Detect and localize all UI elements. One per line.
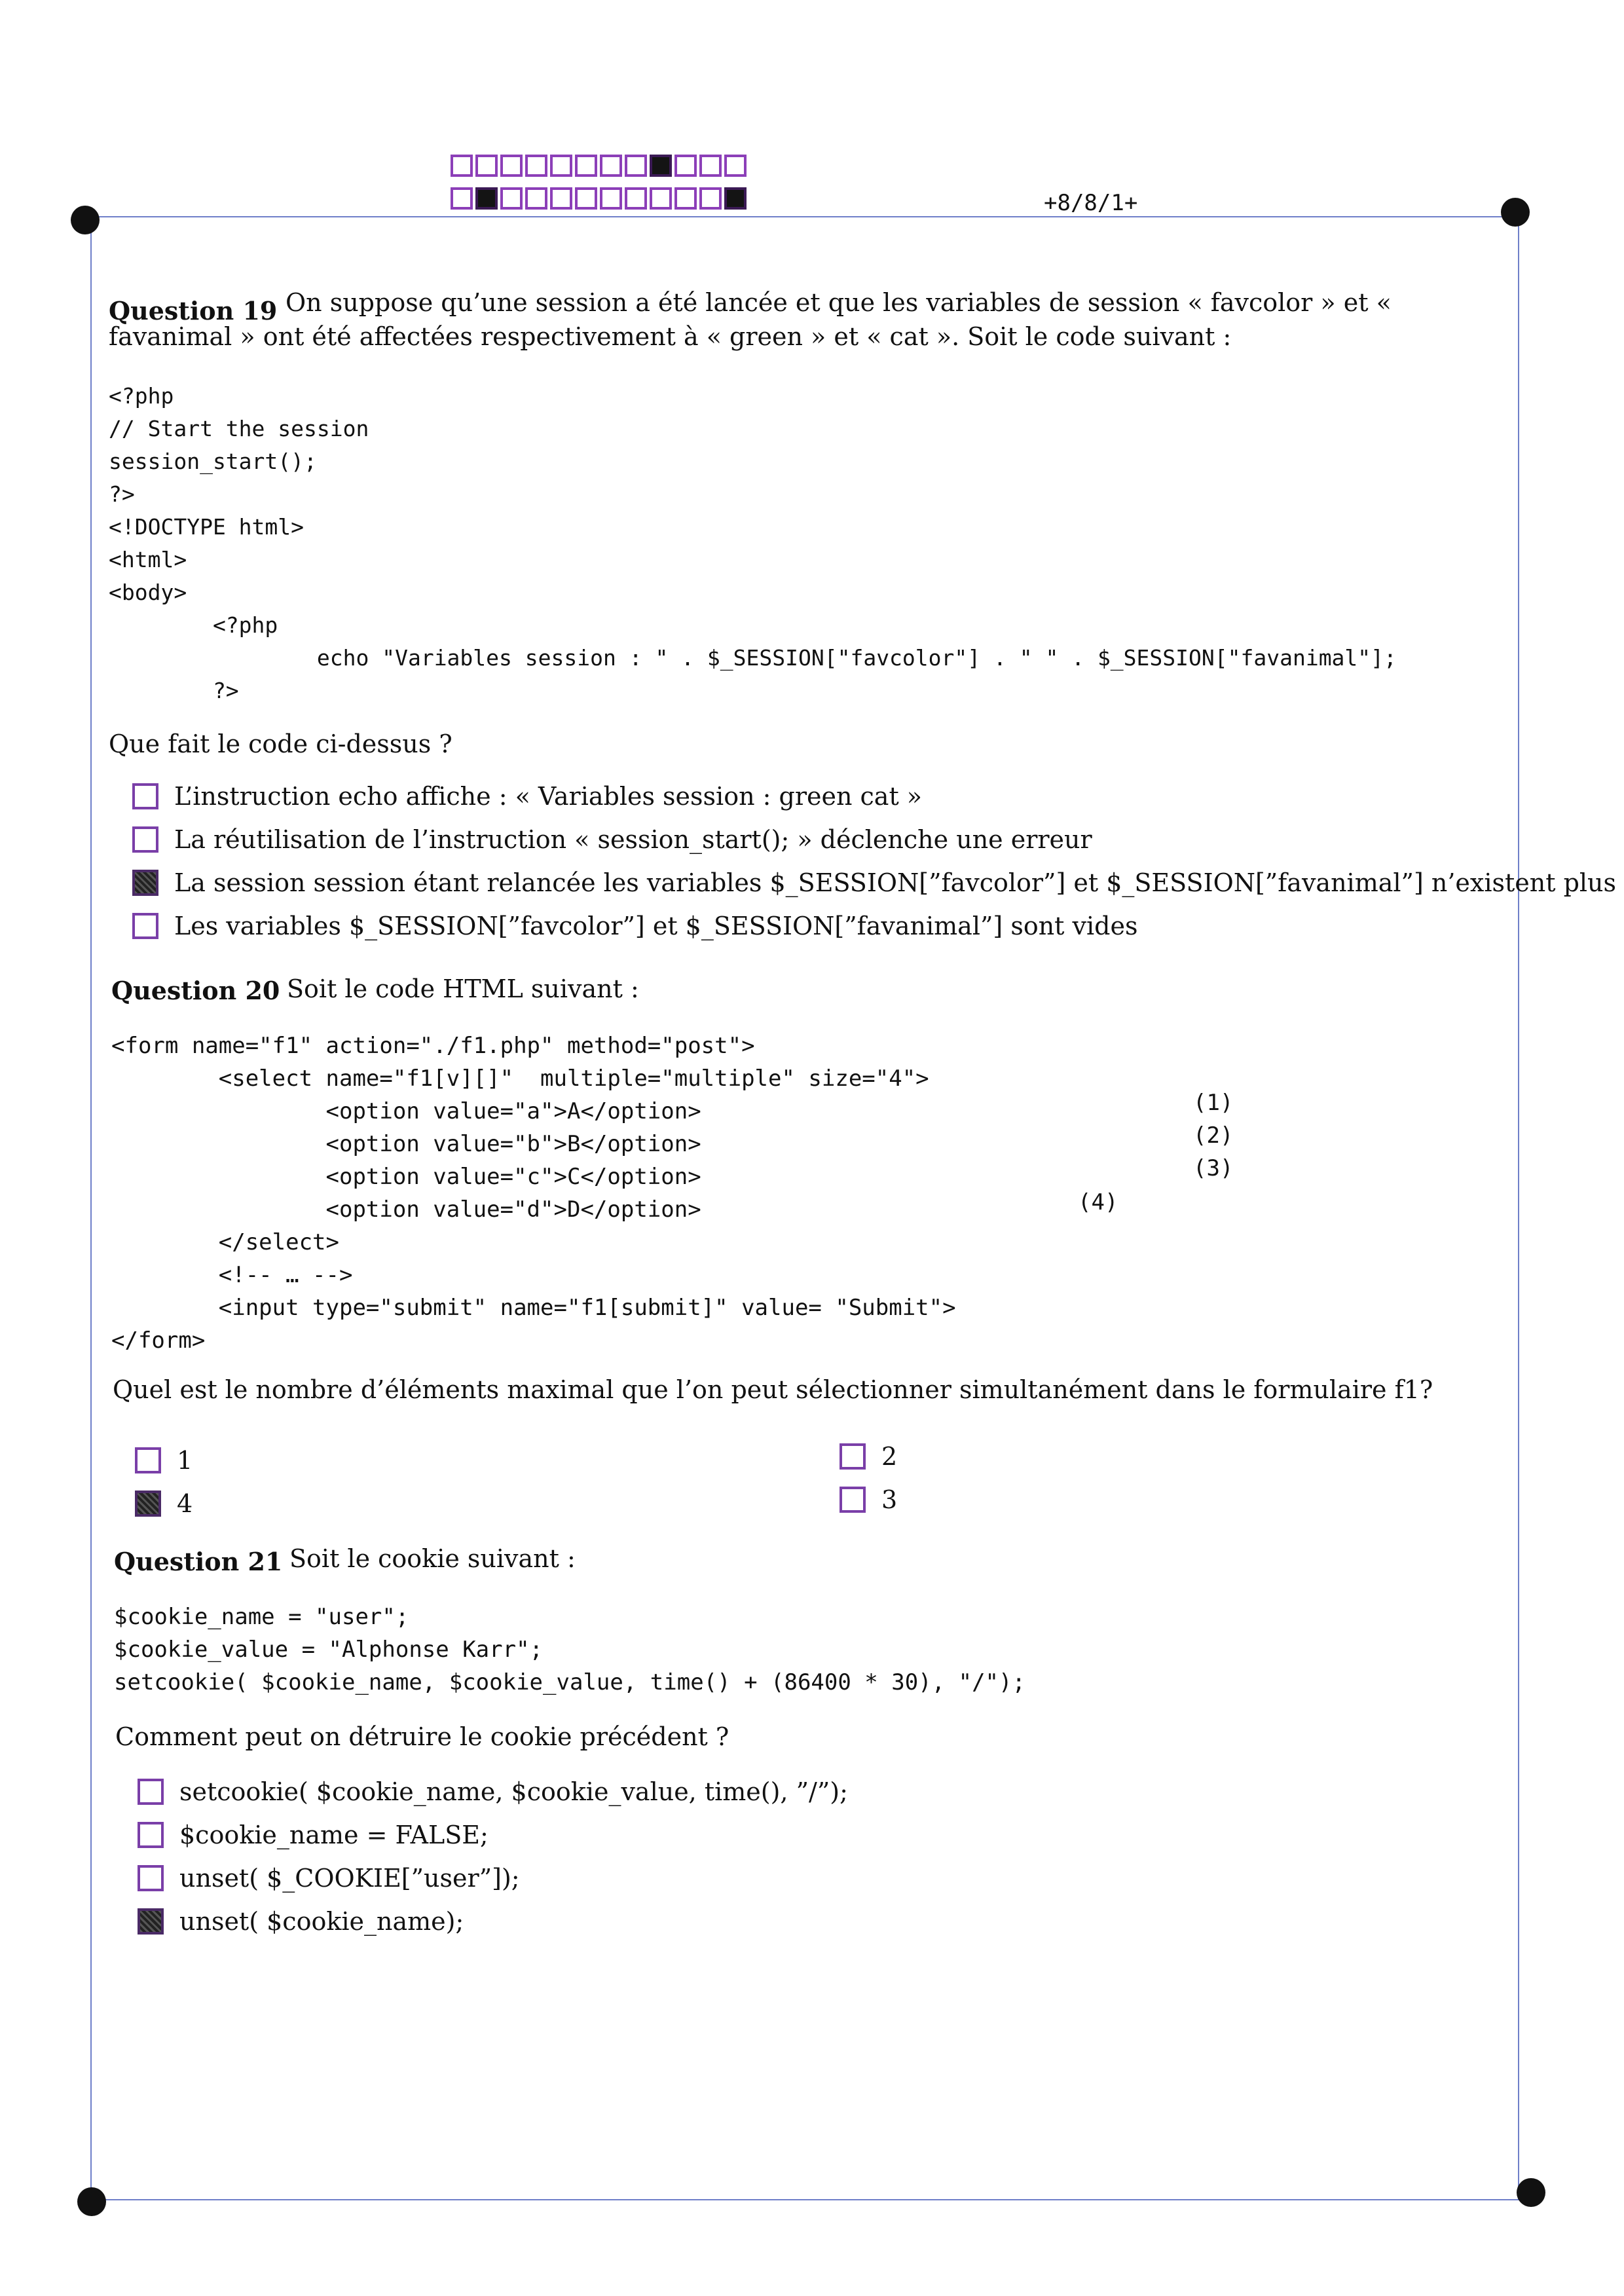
question-21-prompt: Comment peut on détruire le cookie précédent ?: [115, 1722, 729, 1751]
question-19-text: On suppose qu’une session a été lancée et que les variables de session « favcolor » et « favanimal » ont été affectées respectivement à « green » et « cat ». Soit le code suivant :: [109, 288, 1392, 351]
id-grid-cell: [600, 187, 622, 210]
question-20-title: Question 20: [111, 976, 280, 1005]
q20-choice-1[interactable]: [135, 1445, 193, 1476]
checkbox[interactable]: [138, 1865, 164, 1891]
id-grid-cell: [500, 187, 523, 210]
id-grid-cell: [475, 155, 498, 177]
checkbox[interactable]: [135, 1491, 161, 1517]
checkbox[interactable]: [138, 1908, 164, 1935]
id-grid-row-2: [451, 187, 747, 210]
question-21-code: $cookie_name = "user"; $cookie_value = "Alphonse Karr"; setcookie( $cookie_name, $cookie_value, time() + (86400 * 30), "/");: [114, 1604, 1025, 1695]
choice-label: La réutilisation de l’instruction « session_start(); » déclenche une erreur: [174, 825, 1092, 854]
id-grid-cell: [525, 187, 547, 210]
checkbox[interactable]: [840, 1487, 866, 1513]
option-marker-4: (4): [1078, 1189, 1118, 1215]
q19-choice-2[interactable]: [132, 824, 1092, 855]
question-19-prompt: Que fait le code ci-dessus ?: [109, 730, 452, 758]
q20-choice-4[interactable]: [135, 1488, 193, 1519]
checkbox[interactable]: [132, 826, 158, 853]
checkbox[interactable]: [132, 870, 158, 896]
choice-label: $cookie_name = FALSE;: [179, 1821, 489, 1849]
checkbox[interactable]: [138, 1779, 164, 1805]
choice-label: L’instruction echo affiche : « Variables session : green cat »: [174, 782, 923, 811]
registration-dot-top-right: [1501, 198, 1530, 227]
id-grid-cell: [451, 187, 473, 210]
id-grid-cell: [724, 187, 747, 210]
id-grid-cell: [724, 155, 747, 177]
id-grid-cell: [650, 155, 672, 177]
choice-label: La session session étant relancée les variables $_SESSION[”favcolor”] et $_SESSION[”favanimal”] n’existent plus: [174, 868, 1617, 897]
q20-choice-3[interactable]: [840, 1484, 897, 1515]
registration-dot-bottom-left: [77, 2187, 106, 2216]
q21-choice-1[interactable]: [138, 1776, 848, 1807]
id-grid-row-1: [451, 155, 747, 177]
question-21-title: Question 21: [114, 1547, 283, 1576]
id-grid-cell: [500, 155, 523, 177]
id-grid-cell: [475, 187, 498, 210]
registration-dot-top-left: [71, 206, 100, 234]
question-20-prompt: Quel est le nombre d’éléments maximal que l’on peut sélectionner simultanément dans le formulaire f1?: [113, 1375, 1433, 1404]
page-id: +8/8/1+: [1044, 190, 1138, 216]
id-grid-cell: [674, 187, 697, 210]
q19-choice-3[interactable]: [132, 867, 1616, 898]
choice-label: 2: [881, 1442, 898, 1471]
q21-choice-2[interactable]: [138, 1819, 489, 1851]
checkbox[interactable]: [135, 1447, 161, 1473]
id-grid-cell: [600, 155, 622, 177]
q21-choice-4[interactable]: [138, 1906, 464, 1937]
checkbox[interactable]: [132, 913, 158, 939]
q20-choice-2[interactable]: [840, 1441, 897, 1472]
q19-choice-1[interactable]: [132, 781, 922, 812]
choice-label: unset( $cookie_name);: [179, 1907, 464, 1936]
id-grid-cell: [625, 187, 647, 210]
choice-label: 3: [881, 1485, 898, 1514]
question-20-text: Soit le code HTML suivant :: [287, 974, 639, 1003]
checkbox[interactable]: [840, 1443, 866, 1470]
choice-label: setcookie( $cookie_name, $cookie_value, time(), ”/”);: [179, 1777, 848, 1806]
choice-label: 4: [177, 1489, 193, 1518]
id-grid-cell: [699, 187, 722, 210]
id-grid-cell: [699, 155, 722, 177]
id-grid-cell: [625, 155, 647, 177]
question-21-text: Soit le cookie suivant :: [289, 1544, 576, 1573]
choice-label: Les variables $_SESSION[”favcolor”] et $_SESSION[”favanimal”] sont vides: [174, 912, 1138, 940]
id-grid-cell: [674, 155, 697, 177]
q19-choice-4[interactable]: [132, 910, 1137, 942]
id-grid-cell: [550, 187, 572, 210]
option-marker-2: (2): [1193, 1122, 1234, 1149]
question-19-code: <?php // Start the session session_start(); ?> <!DOCTYPE html> <html> <body> <?php echo "Variables session : " . $_SESSION["favcolor"] . " " . $_SESSION["favanimal"]; ?>: [109, 383, 1397, 703]
q21-choice-3[interactable]: [138, 1862, 520, 1894]
choice-label: 1: [177, 1446, 193, 1475]
option-marker-3: (3): [1193, 1155, 1234, 1181]
question-19-title: Question 19: [109, 296, 278, 325]
id-grid-cell: [525, 155, 547, 177]
option-marker-1: (1): [1193, 1090, 1234, 1116]
question-20-code: <form name="f1" action="./f1.php" method="post"> <select name="f1[v][]" multiple="multiple" size="4"> <option value="a">A</option> <option value="b">B</option> <option value="c">C</option> <option value="d">D</option> </select> <!-- … --> <input type="submit" name="f1[submit]" value= "Submit"> </form>: [111, 1033, 956, 1354]
checkbox[interactable]: [132, 783, 158, 809]
id-grid-cell: [575, 187, 597, 210]
id-grid-cell: [451, 155, 473, 177]
id-grid-cell: [550, 155, 572, 177]
id-grid-cell: [650, 187, 672, 210]
registration-dot-bottom-right: [1517, 2178, 1545, 2207]
checkbox[interactable]: [138, 1822, 164, 1848]
id-grid-cell: [575, 155, 597, 177]
choice-label: unset( $_COOKIE[”user”]);: [179, 1864, 520, 1893]
